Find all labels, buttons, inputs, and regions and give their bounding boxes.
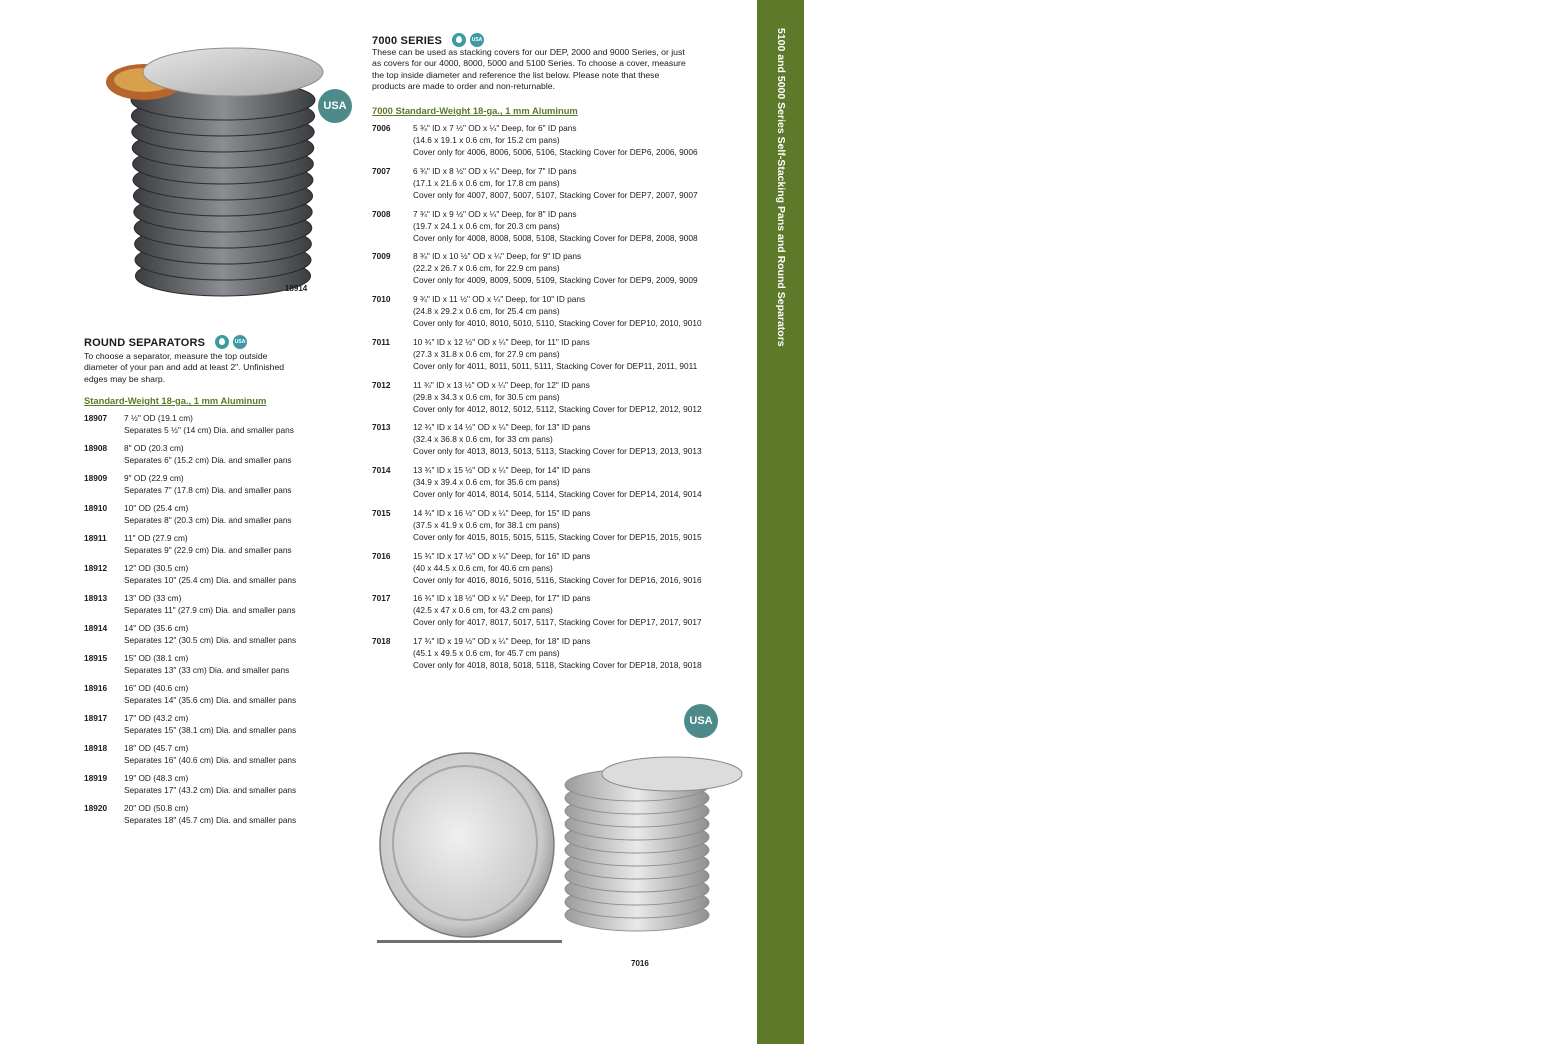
item-number: 18918: [84, 743, 108, 753]
item-number: 7018: [372, 636, 391, 646]
cover-row: [372, 593, 752, 633]
separators-title: ROUND SEPARATORS: [84, 337, 206, 349]
item-separates: Separates 10" (25.4 cm) Dia. and smaller pans: [124, 575, 297, 585]
cover-row: [372, 294, 752, 334]
item-size: 19" OD (48.3 cm): [124, 773, 189, 783]
item-compat: Cover only for 4007, 8007, 5007, 5107, Stacking Cover for DEP7, 2007, 9007: [413, 189, 698, 200]
item-number: 18917: [84, 713, 108, 723]
aluminum-drop-icon: [215, 335, 229, 349]
item-separates: Separates 18" (45.7 cm) Dia. and smaller pans: [124, 815, 297, 825]
item-size: 10" OD (25.4 cm): [124, 503, 189, 513]
cover-row: [372, 209, 752, 249]
item-compat: Cover only for 4014, 8014, 5014, 5114, Stacking Cover for DEP14, 2014, 9014: [413, 489, 702, 499]
item-number: 7011: [372, 336, 390, 347]
separator-row: [84, 803, 334, 831]
separator-row: [84, 563, 334, 591]
item-separates: Separates 16" (40.6 cm) Dia. and smaller pans: [124, 755, 297, 765]
item-number: 18913: [84, 593, 108, 603]
item-size: 16 ¾" ID x 18 ½" OD x ¼" Deep, for 17" ID pans: [413, 593, 591, 604]
item-metric: (42.5 x 47 x 0.6 cm, for 43.2 cm pans): [413, 605, 553, 616]
item-number: 18919: [84, 773, 108, 783]
series7000-subheading: 7000 Standard-Weight 18-ga., 1 mm Aluminum: [372, 105, 578, 116]
separator-row: [84, 773, 334, 801]
item-compat: Cover only for 4012, 8012, 5012, 5112, Stacking Cover for DEP12, 2012, 9012: [413, 403, 702, 414]
item-size: 17" OD (43.2 cm): [124, 713, 189, 723]
item-size: 9" OD (22.9 cm): [124, 473, 184, 483]
separator-row: [84, 443, 334, 471]
separator-row: [84, 623, 334, 651]
item-metric: (32.4 x 36.8 x 0.6 cm, for 33 cm pans): [413, 434, 553, 445]
usa-icon: USA: [233, 335, 247, 349]
item-compat: Cover only for 4010, 8010, 5010, 5110, Stacking Cover for DEP10, 2010, 9010: [413, 318, 702, 328]
cover-row: [372, 251, 752, 291]
item-compat: Cover only for 4015, 8015, 5015, 5115, Stacking Cover for DEP15, 2015, 9015: [413, 531, 702, 542]
item-number: 7009: [372, 251, 391, 262]
item-number: 18914: [84, 623, 108, 633]
item-size: 8 ¾" ID x 10 ½" OD x ¼" Deep, for 9" ID pans: [413, 251, 582, 262]
item-size: 15" OD (38.1 cm): [124, 653, 189, 663]
cover-row: [372, 508, 752, 548]
item-size: 11 ¾" ID x 13 ½" OD x ¼" Deep, for 12" ID pans: [413, 379, 590, 390]
cover-row: [372, 337, 752, 377]
separator-row: [84, 593, 334, 621]
item-compat: Cover only for 4013, 8013, 5013, 5113, Stacking Cover for DEP13, 2013, 9013: [413, 446, 702, 457]
item-number: 7013: [372, 422, 391, 433]
item-separates: Separates 9" (22.9 cm) Dia. and smaller pans: [124, 545, 292, 555]
item-compat: Cover only for 4017, 8017, 5017, 5117, Stacking Cover for DEP17, 2017, 9017: [413, 617, 702, 628]
item-number: 7017: [372, 593, 391, 604]
item-size: 20" OD (50.8 cm): [124, 803, 189, 813]
item-size: 16" OD (40.6 cm): [124, 683, 189, 693]
item-metric: (34.9 x 39.4 x 0.6 cm, for 35.6 cm pans): [413, 477, 560, 487]
item-size: 13" OD (33 cm): [124, 593, 182, 603]
item-metric: (40 x 44.5 x 0.6 cm, for 40.6 cm pans): [413, 562, 553, 573]
separators-subheading: Standard-Weight 18-ga., 1 mm Aluminum: [84, 395, 267, 406]
item-separates: Separates 5 ½" (14 cm) Dia. and smaller pans: [124, 425, 294, 435]
item-separates: Separates 12" (30.5 cm) Dia. and smaller pans: [124, 635, 297, 645]
item-size: 7 ½" OD (19.1 cm): [124, 413, 193, 423]
item-number: 18907: [84, 413, 108, 423]
item-number: 7016: [372, 550, 391, 561]
separator-row: [84, 473, 334, 501]
item-number: 7010: [372, 294, 391, 304]
silver-covers-image: [372, 740, 747, 960]
item-metric: (19.7 x 24.1 x 0.6 cm, for 20.3 cm pans): [413, 220, 560, 231]
image-label-bottom: 7016: [631, 959, 649, 968]
item-size: 15 ¾" ID x 17 ½" OD x ¼" Deep, for 16" ID pans: [413, 550, 591, 561]
item-separates: Separates 17" (43.2 cm) Dia. and smaller pans: [124, 785, 297, 795]
item-separates: Separates 11" (27.9 cm) Dia. and smaller pans: [124, 605, 296, 615]
separator-row: [84, 533, 334, 561]
item-size: 14 ¾" ID x 16 ½" OD x ¼" Deep, for 15" ID pans: [413, 507, 591, 518]
item-compat: Cover only for 4016, 8016, 5016, 5116, Stacking Cover for DEP16, 2016, 9016: [413, 574, 702, 585]
item-number: 18909: [84, 473, 108, 483]
item-compat: Cover only for 4018, 8018, 5018, 5118, Stacking Cover for DEP18, 2018, 9018: [413, 660, 702, 670]
item-separates: Separates 14" (35.6 cm) Dia. and smaller pans: [124, 695, 297, 705]
series7000-description: These can be used as stacking covers for our DEP, 2000 and 9000 Series, or just as covers for our 4000, 8000, 5000 and 5100 Series. To choose a cover, measure the top inside diameter and reference the list below. Please note that these products are made to order and non-returnable.: [372, 47, 686, 91]
item-number: 18916: [84, 683, 108, 693]
item-size: 5 ¾" ID x 7 ½" OD x ¼" Deep, for 6" ID pans: [413, 123, 577, 133]
sidebar-title: 5100 and 5000 Series Self-Stacking Pans and Round Separators: [775, 28, 787, 347]
item-number: 18910: [84, 503, 108, 513]
separator-row: [84, 683, 334, 711]
image-label-top: 18914: [285, 284, 308, 293]
item-size: 8" OD (20.3 cm): [124, 443, 184, 453]
item-size: 13 ¾" ID x 15 ½" OD x ¼" Deep, for 14" ID pans: [413, 465, 591, 475]
item-metric: (24.8 x 29.2 x 0.6 cm, for 25.4 cm pans): [413, 306, 560, 316]
usa-icon: USA: [470, 33, 484, 47]
item-size: 11" OD (27.9 cm): [124, 533, 188, 543]
separator-row: [84, 713, 334, 741]
cover-row: [372, 465, 752, 505]
item-size: 12 ¾" ID x 14 ½" OD x ¼" Deep, for 13" ID pans: [413, 422, 591, 433]
separator-row: [84, 503, 334, 531]
separator-row: [84, 653, 334, 681]
item-number: 7015: [372, 507, 391, 518]
cover-row: [372, 551, 752, 591]
item-number: 18911: [84, 533, 107, 543]
item-metric: (27.3 x 31.8 x 0.6 cm, for 27.9 cm pans): [413, 348, 560, 359]
cover-row: [372, 636, 752, 676]
item-separates: Separates 13" (33 cm) Dia. and smaller pans: [124, 665, 290, 675]
item-number: 7007: [372, 165, 391, 176]
item-number: 7014: [372, 465, 391, 475]
item-metric: (17.1 x 21.6 x 0.6 cm, for 17.8 cm pans): [413, 177, 560, 188]
stacked-pans-image: [88, 40, 328, 305]
item-number: 18912: [84, 563, 108, 573]
item-separates: Separates 7" (17.8 cm) Dia. and smaller pans: [124, 485, 292, 495]
item-size: 9 ¾" ID x 11 ½" OD x ¼" Deep, for 10" ID pans: [413, 294, 586, 304]
separators-description: To choose a separator, measure the top outside diameter of your pan and add at least 2". Unfinished edges may be sharp.: [84, 351, 285, 384]
item-compat: Cover only for 4008, 8008, 5008, 5108, Stacking Cover for DEP8, 2008, 9008: [413, 232, 698, 243]
item-number: 18920: [84, 803, 108, 813]
aluminum-drop-icon: [452, 33, 466, 47]
separator-row: [84, 413, 334, 441]
item-metric: (37.5 x 41.9 x 0.6 cm, for 38.1 cm pans): [413, 519, 560, 530]
page-number: 417: [1530, 1003, 1545, 1012]
item-size: 10 ¾" ID x 12 ½" OD x ¼" Deep, for 11" ID pans: [413, 336, 590, 347]
item-size: 17 ¾" ID x 19 ½" OD x ¼" Deep, for 18" ID pans: [413, 636, 591, 646]
item-number: 7006: [372, 123, 391, 133]
item-number: 18915: [84, 653, 108, 663]
cover-row: [372, 422, 752, 462]
separators-header: [84, 333, 247, 351]
item-number: 7012: [372, 379, 391, 390]
item-compat: Cover only for 4006, 8006, 5006, 5106, Stacking Cover for DEP6, 2006, 9006: [413, 147, 698, 157]
cover-row: [372, 380, 752, 420]
item-compat: Cover only for 4009, 8009, 5009, 5109, Stacking Cover for DEP9, 2009, 9009: [413, 275, 698, 286]
item-metric: (14.6 x 19.1 x 0.6 cm, for 15.2 cm pans): [413, 135, 560, 145]
item-size: 6 ¾" ID x 8 ½" OD x ¼" Deep, for 7" ID pans: [413, 165, 577, 176]
usa-badge-bottom: USA: [684, 704, 718, 738]
item-metric: (29.8 x 34.3 x 0.6 cm, for 30.5 cm pans): [413, 391, 560, 402]
item-metric: (45.1 x 49.5 x 0.6 cm, for 45.7 cm pans): [413, 648, 560, 658]
separator-row: [84, 743, 334, 771]
item-metric: (22.2 x 26.7 x 0.6 cm, for 22.9 cm pans): [413, 263, 560, 274]
item-separates: Separates 15" (38.1 cm) Dia. and smaller pans: [124, 725, 297, 735]
item-number: 7008: [372, 208, 391, 219]
item-size: 12" OD (30.5 cm): [124, 563, 189, 573]
sidebar-band: [757, 0, 1545, 1044]
item-number: 18908: [84, 443, 108, 453]
series7000-title: 7000 SERIES: [372, 35, 443, 47]
item-separates: Separates 8" (20.3 cm) Dia. and smaller pans: [124, 515, 292, 525]
item-separates: Separates 6" (15.2 cm) Dia. and smaller pans: [124, 455, 292, 465]
item-size: 18" OD (45.7 cm): [124, 743, 189, 753]
cover-row: [372, 166, 752, 206]
cover-row: [372, 123, 752, 163]
item-compat: Cover only for 4011, 8011, 5011, 5111, Stacking Cover for DEP11, 2011, 9011: [413, 360, 698, 371]
usa-badge-top: USA: [318, 89, 352, 123]
item-size: 7 ¾" ID x 9 ½" OD x ¼" Deep, for 8" ID pans: [413, 208, 577, 219]
item-size: 14" OD (35.6 cm): [124, 623, 189, 633]
